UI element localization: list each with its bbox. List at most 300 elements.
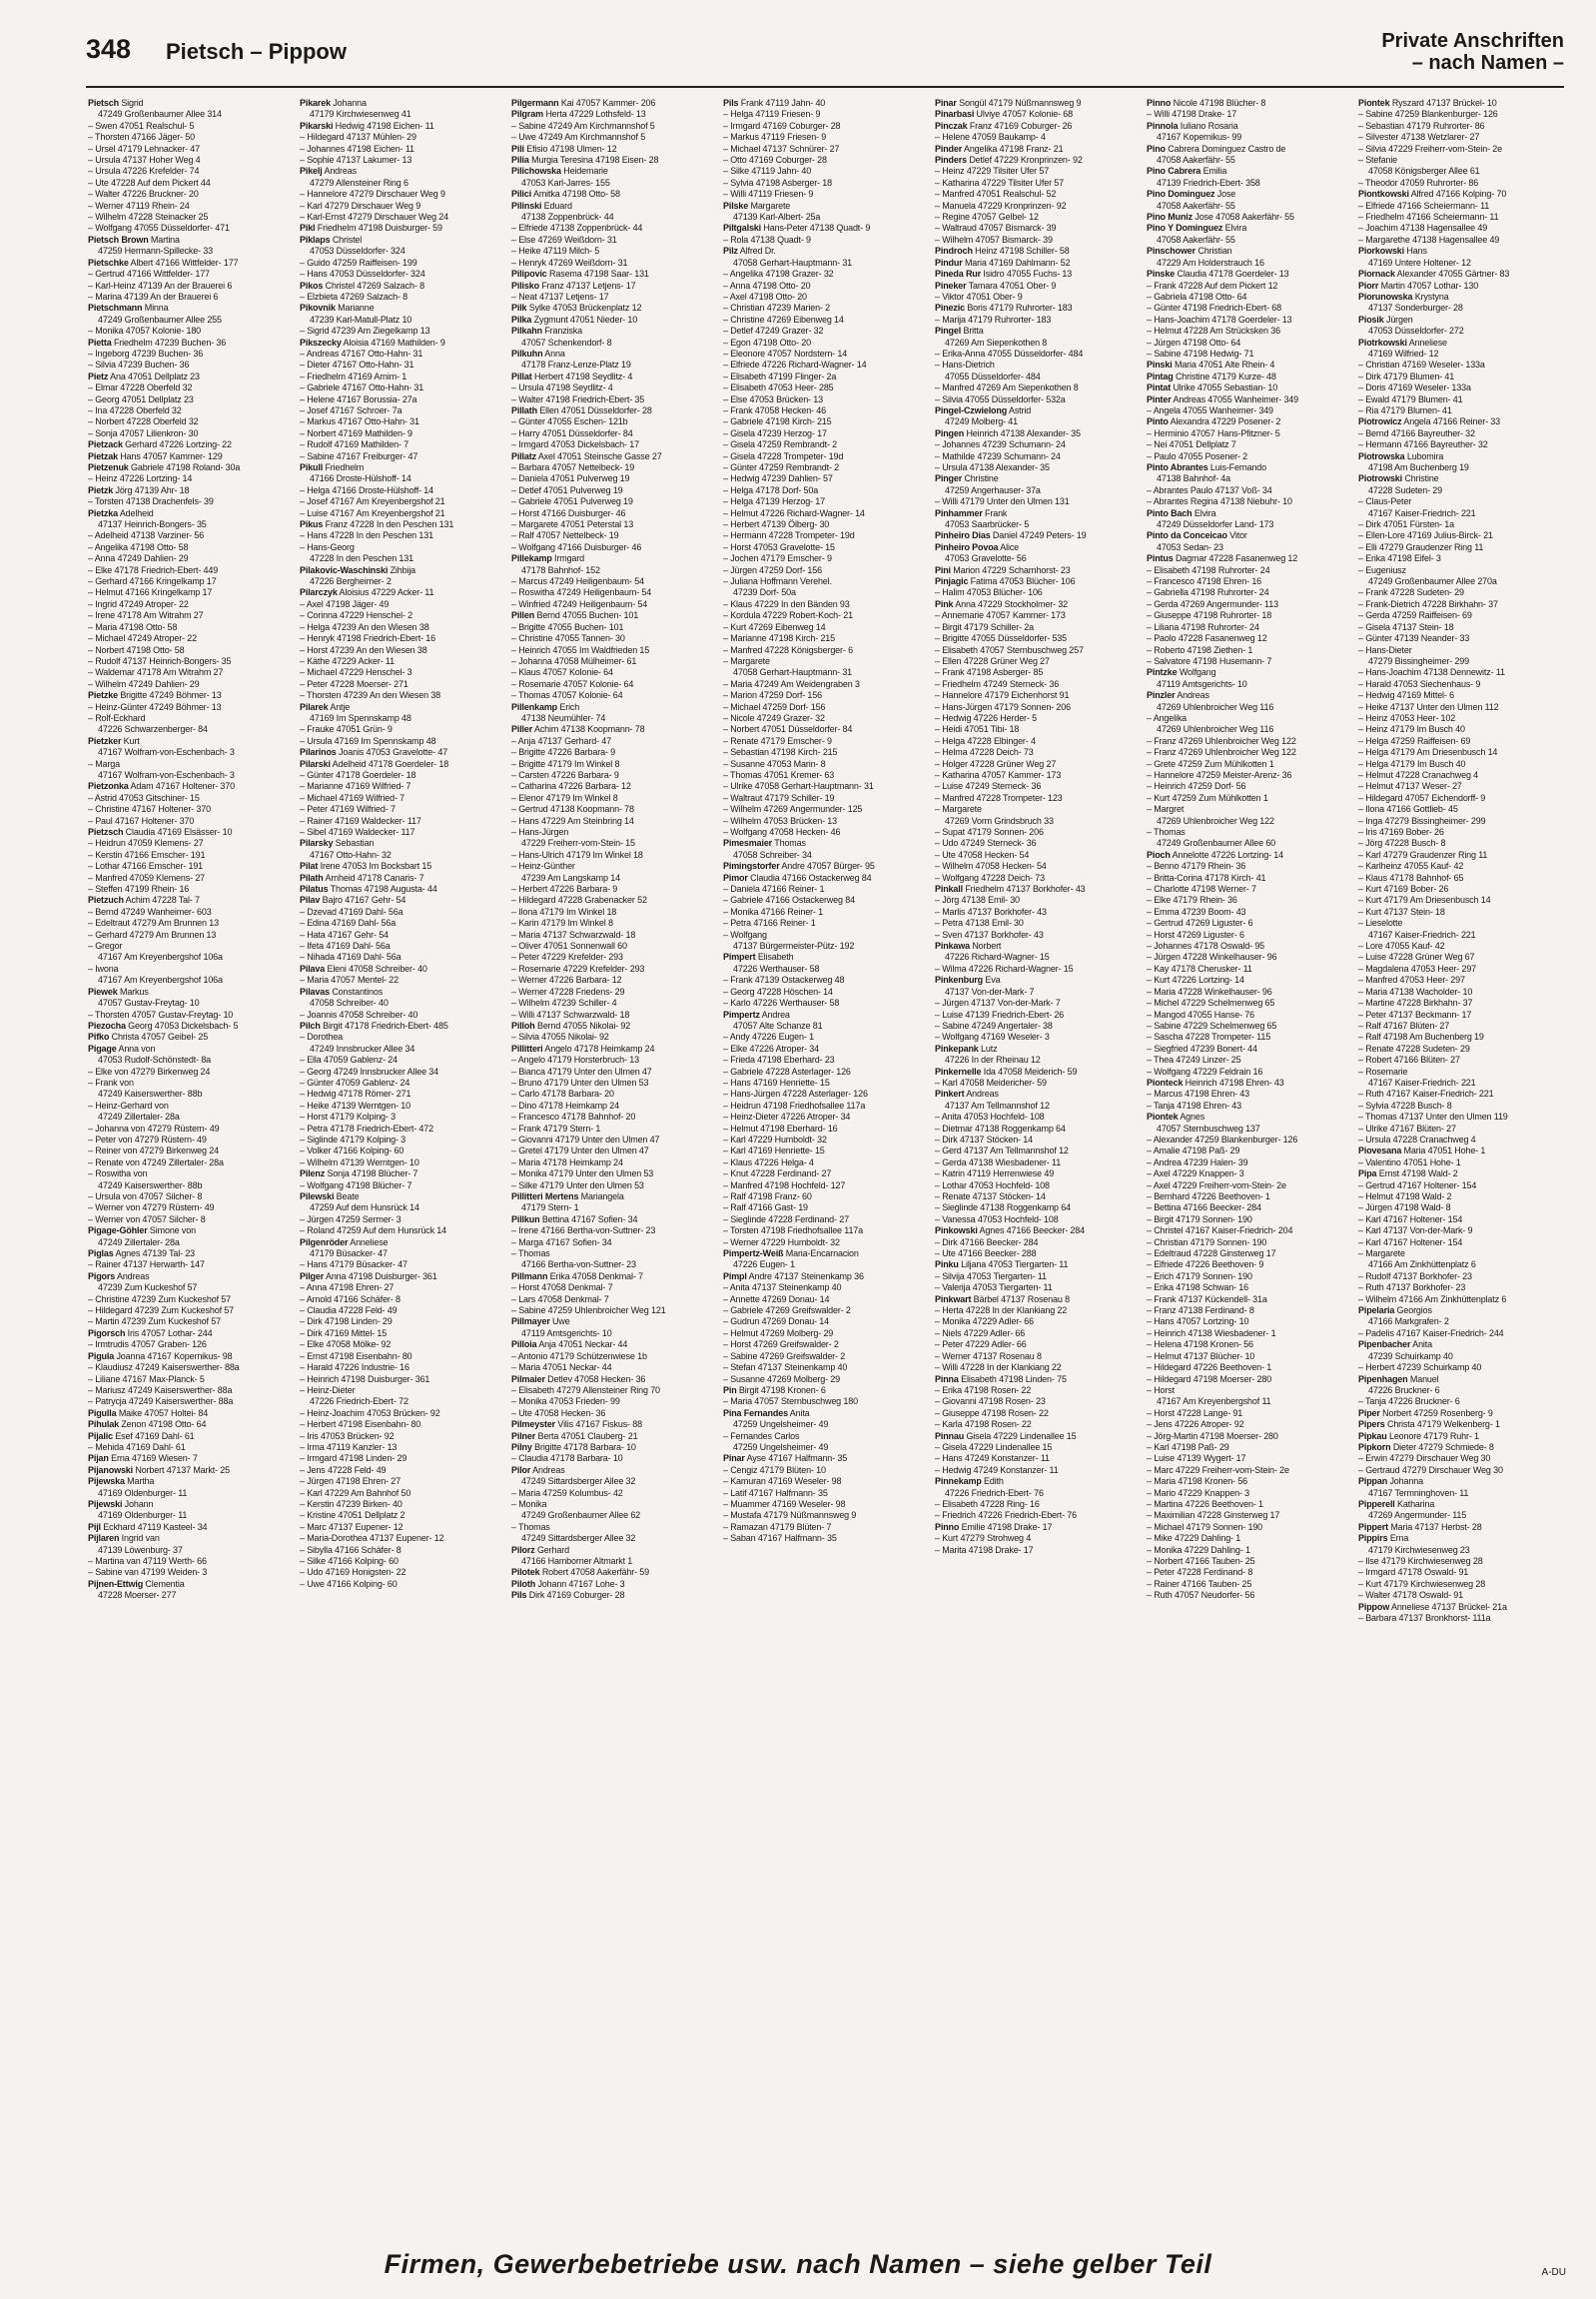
entry-surname: Pintus [1147,553,1174,564]
directory-entry [300,428,501,439]
entry-details: – Andrea 47239 Halen- 39 [1147,1156,1248,1167]
entry-details: Constantinos [329,986,384,997]
entry-details: – Udo 47249 Sterneck- 36 [935,838,1037,849]
entry-surname: Pinkwart [935,1293,972,1304]
entry-surname: Pinar [723,1453,745,1464]
directory-entry [1358,987,1560,998]
directory-entry [88,1408,290,1419]
entry-details: 47279 Bissingheimer- 299 [1368,655,1469,666]
entry-details: – Maria 47249 Am Weidengraben 3 [723,678,860,689]
directory-entry [1358,713,1560,724]
entry-details: – Karla 47198 Rosen- 22 [935,1419,1032,1430]
directory-entry [1147,383,1348,393]
directory-entry [935,155,1137,166]
directory-entry [935,861,1137,872]
entry-details: – Sascha 47228 Trompeter- 115 [1147,1032,1271,1043]
directory-entry [1358,1442,1560,1453]
entry-surname: Pilinski [511,200,542,211]
directory-entry [88,1214,290,1225]
directory-entry [935,439,1137,450]
directory-entry [1147,1351,1348,1362]
entry-details: – Irma 47119 Kanzler- 13 [300,1441,398,1452]
directory-entry [723,1101,925,1112]
entry-details: 47166 Am Zinkhüttenplatz 6 [1368,1259,1476,1270]
directory-entry [300,907,501,918]
entry-details: – Karl 47167 Holtener- 154 [1358,1236,1463,1247]
directory-entry [300,1101,501,1112]
entry-details: Rasema 47198 Saar- 131 [546,269,649,280]
entry-details: 47138 Neumühler- 74 [521,712,606,723]
entry-details: 47166 Hamborner Altmarkt 1 [521,1556,633,1566]
directory-entry [723,565,925,576]
directory-entry [511,599,713,610]
entry-details: – Erika 47198 Eifel- 3 [1358,553,1441,564]
directory-entry [300,1510,501,1521]
entry-details: – Manfred 47053 Heer- 297 [1358,975,1465,986]
directory-entry [1358,1168,1560,1179]
directory-entry [1358,1055,1560,1066]
directory-entry [511,462,713,473]
directory-entry [88,736,290,747]
entry-details: Bettina 47167 Sofien- 34 [539,1213,638,1224]
entry-details: – Gretel 47179 Unter den Ulmen 47 [511,1146,649,1156]
entry-surname: Pinkenburg [935,975,984,986]
entry-details: – Sibel 47169 Waldecker- 117 [300,827,415,837]
directory-entry [1358,656,1560,667]
entry-details: – Sabine 47249 Am Kirchmannshof 5 [511,120,655,131]
directory-entry [1358,542,1560,553]
entry-surname: Pietzker [88,735,122,746]
directory-entry [1358,1351,1560,1362]
entry-details: – Friedrich 47226 Friedrich-Ebert- 76 [935,1510,1078,1521]
entry-details: – Susanne 47053 Marin- 8 [723,758,826,769]
directory-entry [300,281,501,292]
directory-entry [300,713,501,724]
directory-entry [300,1191,501,1202]
directory-entry [1147,1362,1348,1373]
entry-details: – Christel 47167 Kaiser-Friedrich- 204 [1147,1225,1293,1236]
entry-surname: Piloth [511,1578,536,1589]
directory-entry [1358,1282,1560,1293]
directory-entry [1147,1032,1348,1043]
section-title [1381,30,1564,74]
entry-details: Andreas [1175,690,1209,701]
entry-details: – Hans 47179 Büsacker- 47 [300,1259,407,1270]
entry-details: – Sieglinde 47138 Roggenkamp 64 [935,1202,1071,1213]
entry-details: Bernd 47055 Nikolai- 92 [534,1020,631,1031]
entry-details: Christine [1402,473,1439,484]
directory-entry [723,1385,925,1396]
directory-entry [723,1237,925,1248]
entry-details: Bärbel 47137 Rosenau 8 [971,1293,1070,1304]
directory-entry [1358,315,1560,326]
entry-details: – Gisela 47229 Lindenallee 15 [935,1441,1053,1452]
entry-details: – Torsten 47198 Friedhofsallee 117a [723,1225,864,1236]
directory-entry [511,702,713,713]
entry-details: – Werner von 47057 Silcher- 8 [88,1213,206,1224]
entry-details: – Manfred 47228 Königsberger- 6 [723,644,853,655]
entry-details: Aloisius 47229 Acker- 11 [337,587,434,598]
entry-details: – Ingrid 47249 Atroper- 22 [88,598,189,609]
entry-details: – Hermann 47166 Bayreuther- 32 [1358,439,1488,450]
entry-details: – Kurt 47226 Lortzing- 14 [1147,975,1244,986]
entry-surname: Pilath [300,872,324,883]
entry-details: – Georg 47249 Innsbrucker Allee 34 [300,1066,438,1077]
directory-entry [88,656,290,667]
entry-details: – Edeltraud 47228 Ginsterweg 17 [1147,1248,1276,1259]
entry-details: – Wilhelm 47058 Hecken- 54 [935,861,1047,872]
directory-entry [935,1294,1137,1305]
entry-details: Jose [1214,189,1236,200]
directory-entry [300,338,501,349]
entry-details: – Torsten 47138 Drachenfels- 39 [88,496,214,507]
directory-entry [511,1124,713,1135]
entry-details: Bernd 47055 Buchen- 101 [534,610,639,621]
directory-entry [300,656,501,667]
directory-entry [1358,269,1560,280]
directory-entry [723,1135,925,1146]
directory-entry [300,1237,501,1248]
directory-entry [88,1328,290,1339]
entry-details: Anneliese [1406,337,1447,348]
directory-entry [723,679,925,690]
directory-entry [723,1089,925,1100]
directory-entry [88,1044,290,1055]
entry-details: – Volker 47166 Kolping- 60 [300,1146,404,1156]
directory-entry [300,485,501,496]
directory-entry [511,1396,713,1407]
directory-entry [935,1545,1137,1556]
entry-details: – Corinna 47229 Henschel- 2 [300,610,413,621]
entry-details: 47229 Freiherr-vom-Stein- 15 [521,838,635,849]
entry-surname: Pipa [1358,1168,1377,1179]
entry-details: – Gabriele 47166 Ostackerweg 84 [723,895,855,906]
entry-details: Achim 47228 Tal- 7 [123,895,200,906]
entry-surname: Pijl [88,1521,101,1532]
directory-entry [723,1055,925,1066]
directory-entry [300,201,501,212]
entry-details: – Niels 47229 Adler- 66 [935,1327,1026,1338]
header-rule [86,86,1564,88]
directory-entry [88,1282,290,1293]
entry-details: – Sabine 47198 Hedwig- 71 [1147,348,1254,359]
entry-details: – Helmut 47166 Kringelkamp 17 [88,587,213,598]
entry-details: – Silvia 47055 Düsseldorfer- 532a [935,393,1066,404]
entry-details: Maria 47051 Hohe- 1 [1401,1146,1486,1156]
directory-entry [935,827,1137,838]
directory-entry [88,109,290,120]
entry-details: – Gabriele 47228 Asterlager- 126 [723,1066,851,1077]
directory-entry [935,1488,1137,1499]
directory-entry [1358,1396,1560,1407]
directory-entry [511,1202,713,1213]
entry-details: Thomas [772,838,806,849]
entry-surname: Pipers [1358,1419,1385,1430]
entry-details: – Helma 47228 Deich- 73 [935,747,1034,758]
entry-details: – Else 47053 Brücken- 13 [723,393,823,404]
entry-details: – Stefan 47137 Steinenkamp 40 [723,1362,848,1373]
entry-details: – Werner 47119 Rhein- 24 [88,200,190,211]
entry-details: – Hildegard 47228 Grabenacker 52 [511,895,647,906]
entry-details: Luis-Fernando [1207,462,1267,472]
entry-surname: Pinjagic [935,576,969,587]
directory-entry [1358,1124,1560,1135]
entry-details: – Herbert 47139 Ölberg- 30 [723,519,830,530]
entry-details: Amitka 47198 Otto- 58 [531,189,620,200]
directory-entry [1358,166,1560,177]
directory-entry [300,610,501,621]
entry-surname: Pipperell [1358,1498,1395,1509]
directory-entry [1147,975,1348,986]
entry-details: Erika 47058 Denkmal- 7 [547,1270,643,1281]
entry-surname: Pinto Abrantes [1147,462,1208,472]
directory-entry [511,884,713,895]
entry-details: – Manuela 47229 Kronprinzen- 92 [935,200,1067,211]
entry-details: – Charlotte 47198 Werner- 7 [1147,884,1256,895]
entry-details: – Luise 47167 Am Kreyenbergshof 21 [300,507,445,518]
directory-entry [88,702,290,713]
directory-entry [300,1271,501,1282]
directory-entry [88,713,290,724]
entry-details: – Friedhelm 47166 Scheiermann- 11 [1358,212,1499,223]
entry-details: Gerhard 47226 Lortzing- 22 [122,439,232,450]
entry-surname: Piornack [1358,269,1395,280]
entry-details: Dirk 47169 Coburger- 28 [526,1590,625,1601]
directory-entry [935,747,1137,758]
directory-entry [935,508,1137,519]
directory-entry [300,121,501,132]
entry-details: – Vanessa 47053 Hochfeld- 108 [935,1213,1059,1224]
entry-details: – Robert 47166 Blüten- 27 [1358,1055,1460,1066]
directory-entry [1147,1259,1348,1270]
entry-details: – Gerd 47137 Am Tellmannshof 12 [935,1146,1069,1156]
entry-details: – Hans-Joachim 47178 Goerdeler- 13 [1147,314,1292,325]
directory-entry [511,1021,713,1032]
directory-entry [1358,861,1560,872]
entry-details: – Latif 47167 Halfmann- 35 [723,1487,828,1498]
entry-details: – Magdalena 47053 Heer- 297 [1358,963,1477,974]
directory-entry [1147,667,1348,678]
directory-entry [723,1225,925,1236]
directory-entry [511,1101,713,1112]
directory-entry [88,1101,290,1112]
directory-entry [88,416,290,427]
entry-details: Christa 47057 Geibel- 25 [109,1032,209,1043]
directory-entry [1358,439,1560,450]
entry-details: Claudia 47178 Goerdeler- 13 [1175,269,1289,280]
entry-surname: Pino Muniz [1147,212,1193,223]
entry-surname: Pillkun [511,1213,540,1224]
entry-details: 47053 Gravelotte- 56 [945,553,1027,564]
entry-details: Herta 47229 Lothsfeld- 13 [542,109,646,120]
directory-entry [511,1362,713,1373]
directory-entry [88,884,290,895]
entry-details: – Johannes 47198 Eichen- 11 [300,143,414,154]
entry-details: Christian [1196,246,1232,257]
entry-details: Adam 47167 Holtener- 370 [128,781,235,792]
entry-details: Alfred 47166 Kolping- 70 [1408,189,1507,200]
directory-entry [511,439,713,450]
entry-details: – Valentino 47051 Hohe- 1 [1358,1156,1461,1167]
entry-details: Birgit 47198 Kronen- 6 [736,1384,826,1395]
entry-details: – Amalie 47198 Paß- 29 [1147,1146,1240,1156]
directory-entry [1147,1067,1348,1078]
directory-entry [1147,702,1348,713]
directory-entry [1358,178,1560,189]
entry-details: – Jürgen 47198 Otto- 64 [1147,337,1241,348]
entry-details: – Irmgard 47169 Coburger- 28 [723,120,841,131]
directory-entry [723,338,925,349]
directory-entry [511,1567,713,1578]
entry-details: – Sabine 47269 Greifswalder- 2 [723,1350,846,1361]
directory-entry [88,1294,290,1305]
directory-entry [88,326,290,337]
directory-entry [723,1510,925,1521]
entry-details: – Hedwig 47249 Konstanzer- 11 [935,1464,1059,1475]
directory-entry [511,1408,713,1419]
directory-entry [511,633,713,644]
directory-entry [1358,702,1560,713]
directory-entry [88,338,290,349]
directory-entry [723,1488,925,1499]
directory-entry [1147,1135,1348,1146]
directory-entry [511,292,713,303]
entry-details: Gerhard [534,1544,569,1555]
entry-details: – Renate 47179 Emscher- 9 [723,735,832,746]
directory-entry [300,1522,501,1533]
entry-details: – Willi 47198 Drake- 17 [1147,109,1237,120]
footer-code: A-DU [1541,2267,1566,2278]
entry-details: – Roswitha 47249 Heiligenbaum- 54 [511,587,652,598]
entry-details: – Ifeta 47169 Dahl- 56a [300,941,391,952]
directory-entry [935,1259,1137,1270]
directory-entry [300,690,501,701]
entry-surname: Pino Dominguez [1147,189,1215,200]
entry-details: 47279 Allensteiner Ring 6 [310,177,408,188]
entry-surname: Piontek [1358,98,1390,108]
entry-details: – Karl 47198 Paß- 29 [1147,1441,1229,1452]
entry-details: Iris 47057 Lothar- 244 [125,1327,213,1338]
directory-entry [935,235,1137,246]
entry-details: Andreas [322,166,357,177]
entry-details: 47169 Untere Holtener- 12 [1368,257,1471,268]
directory-entry [300,1124,501,1135]
entry-surname: Pilor [511,1464,531,1475]
directory-entry [723,884,925,895]
entry-surname: Pijan [88,1453,109,1464]
entry-details: – Detlef 47051 Pulverweg 19 [511,484,623,495]
directory-entry [300,212,501,223]
entry-surname: Piglas [88,1248,114,1259]
entry-surname: Pindur [935,257,963,268]
directory-entry [1358,326,1560,337]
directory-entry [1358,109,1560,120]
directory-entry [1147,1579,1348,1590]
entry-details: – Wolfgang [723,929,767,940]
directory-entry [1358,633,1560,644]
directory-entry [935,1191,1137,1202]
entry-details: – Silvia 47055 Nikolai- 92 [511,1032,609,1043]
directory-entry [935,1180,1137,1191]
directory-entry [88,724,290,735]
directory-entry [935,770,1137,781]
entry-details: – Wolfgang 47228 Deich- 73 [935,872,1046,883]
directory-entry [1147,1499,1348,1510]
entry-details: – Ursula 47226 Krefelder- 74 [88,166,200,177]
entry-details: Emilie 47198 Drake- 17 [959,1521,1053,1532]
directory-entry [1147,1010,1348,1021]
directory-entry [511,679,713,690]
directory-entry [723,292,925,303]
entry-details: – Catharina 47226 Barbara- 12 [511,781,631,792]
entry-details: 47058 Aakerfähr- 55 [1157,200,1235,211]
directory-entry [1358,1021,1560,1032]
entry-details: – Franz 47269 Uhlenbroicher Weg 122 [1147,747,1296,758]
directory-entry [1358,1089,1560,1100]
entry-details: – Gerda 47138 Wiesbadener- 11 [935,1156,1062,1167]
directory-entry [1358,1214,1560,1225]
directory-entry [300,633,501,644]
entry-details: – Brigitte 47226 Barbara- 9 [511,747,616,758]
entry-details: – Mehida 47169 Dahl- 61 [88,1441,186,1452]
entry-details: – Kurt 47137 Stein- 18 [1358,906,1445,917]
directory-entry [300,679,501,690]
entry-details: 47058 Gerhart-Hauptmann- 31 [733,667,853,678]
entry-details: – Sieglinde 47228 Ferdinand- 27 [723,1213,849,1224]
entry-surname: Pijalic [88,1430,113,1441]
entry-details: – Gerda 47269 Angermunder- 113 [1147,598,1278,609]
directory-entry [935,1101,1137,1112]
entry-details: – Marianne 47169 Wilfried- 7 [300,781,411,792]
entry-details: – Karlheinz 47055 Kauf- 42 [1358,861,1464,872]
directory-entry [935,1328,1137,1339]
entry-details: Frank 47119 Jahn- 40 [738,98,826,108]
directory-entry [1358,1067,1560,1078]
entry-details: – Klaudiusz 47249 Kaiserswerther- 88a [88,1362,240,1373]
directory-entry [511,1453,713,1464]
directory-entry [300,770,501,781]
directory-entry [1147,326,1348,337]
entry-details: – Maria 47051 Neckar- 44 [511,1362,612,1373]
listing-column [1147,98,1348,2217]
entry-details: – Michael 47229 Henschel- 3 [300,667,412,678]
entry-surname: Pilch [300,1020,321,1031]
entry-surname: Pinski [1147,360,1173,371]
directory-entry [1358,1010,1560,1021]
entry-details: – Norbert 47051 Düsseldorfer- 84 [723,724,853,735]
directory-entry [1358,930,1560,941]
entry-details: – Carsten 47226 Barbara- 9 [511,769,619,780]
entry-details: 47226 Friedrich-Ebert- 72 [310,1396,408,1407]
entry-details: – Elfriede 47138 Zoppenbrück- 44 [511,223,643,234]
directory-entry [935,941,1137,952]
directory-entry [935,292,1137,303]
entry-details: – Gertrud 47167 Holtener- 154 [1358,1179,1477,1190]
entry-details: – Helmut 47198 Eberhard- 16 [723,1123,838,1134]
directory-entry [723,781,925,792]
entry-details: 47259 Auf dem Hunsrück 14 [310,1202,419,1213]
entry-details: – Rudolf 47137 Borkhofer- 23 [1358,1270,1472,1281]
directory-entry [723,1259,925,1270]
directory-entry [300,155,501,166]
entry-details: – Martine 47228 Birkhahn- 37 [1358,998,1473,1009]
entry-details: Kai 47057 Kammer- 206 [558,98,656,108]
entry-details: – Jürgen 47198 Wald- 8 [1358,1202,1451,1213]
entry-details: 47259 Ungelsheimer- 49 [733,1419,829,1430]
directory-entry [935,394,1137,405]
directory-entry [1147,121,1348,132]
directory-entry [511,804,713,815]
